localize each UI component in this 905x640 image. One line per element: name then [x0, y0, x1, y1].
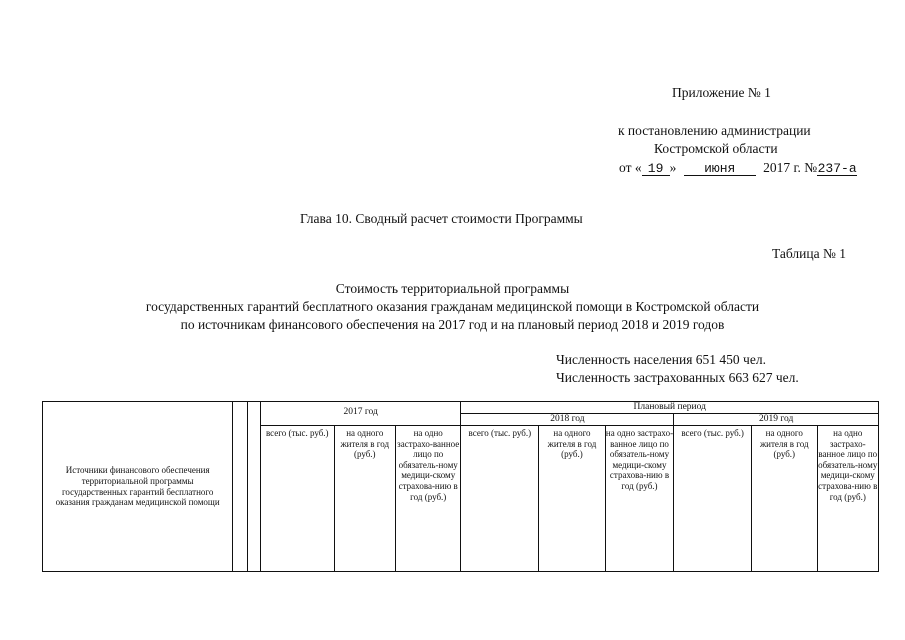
- planned-period: Плановый период: [633, 402, 706, 412]
- col-insured-2019: [817, 426, 879, 572]
- region-line: Костромской области: [654, 141, 778, 156]
- col-resident-text: на одного жителя в год (руб.): [547, 428, 597, 460]
- col-resident-text: на одного жителя в год (руб.): [340, 428, 390, 460]
- col-insured-2018: [605, 426, 674, 572]
- title-line-1: Стоимость территориальной программы: [335, 281, 570, 296]
- date-month: июня: [684, 162, 756, 176]
- col-total-text: всего (тыс. руб.): [265, 428, 329, 438]
- blank-col-1: [233, 402, 247, 572]
- col-total-text: всего (тыс. руб.): [681, 428, 744, 438]
- col-resident-2019: [752, 426, 817, 572]
- population-count: Численность населения 651 450 чел.: [556, 352, 766, 367]
- col-total-2017: [260, 426, 334, 572]
- insured-count: Численность застрахованных 663 627 чел.: [556, 370, 799, 385]
- year-2018: 2018 год: [550, 414, 585, 424]
- col-total-2018: [461, 426, 539, 572]
- col-insured-text: на одно застрахо-ванное лицо по обязатель-ному медици-скому страхова-нию в год (руб.): [397, 428, 460, 502]
- year-2019-cell: [674, 414, 879, 426]
- col-resident-2017: [334, 426, 395, 572]
- table-label: Таблица № 1: [772, 246, 846, 261]
- blank-col-2: [247, 402, 260, 572]
- title-line-3: по источникам финансового обеспечения на 2017 год и на плановый период 2018 и 2019 годов: [180, 317, 725, 332]
- appendix-title: Приложение № 1: [672, 85, 771, 100]
- year-2017: 2017 год: [343, 407, 378, 417]
- col-resident-text: на одного жителя в год (руб.): [759, 428, 809, 460]
- col-insured-2017: [395, 426, 461, 572]
- col-resident-2018: [539, 426, 606, 572]
- date-mid: »: [669, 160, 677, 175]
- date-day: 19: [642, 162, 670, 176]
- resolution-line: к постановлению администрации: [618, 123, 811, 138]
- col-insured-text: на одно застрахо-ванное лицо по обязатель-ному медици-скому страхова-нию в год (руб.): [605, 428, 674, 491]
- title-line-2: государственных гарантий бесплатного оказания гражданам медицинской помощи в Костромской области: [145, 299, 760, 314]
- doc-number: 237-а: [817, 161, 857, 176]
- year-2018-cell: [461, 414, 674, 426]
- col-total-2019: [674, 426, 752, 572]
- planned-cell: [461, 402, 879, 414]
- date-year: 2017 г. №: [763, 160, 818, 175]
- col-insured-text: на одно застрахо-ванное лицо по обязатель-ному медици-скому страхова-нию в год (руб.): [818, 428, 878, 502]
- date-prefix: от «: [619, 160, 642, 175]
- year-2017-cell: [260, 402, 461, 426]
- year-2019: 2019 год: [758, 414, 794, 424]
- cost-table: [42, 401, 879, 572]
- source-header-cell: [43, 402, 233, 572]
- date-line: [619, 160, 857, 176]
- source-header: Источники финансового обеспечения территориальной программы государственных гарантий бесплатного оказания гражданам медицинской помощи: [55, 465, 220, 508]
- col-total-text: всего (тыс. руб.): [468, 428, 532, 438]
- chapter-title: Глава 10. Сводный расчет стоимости Программы: [300, 211, 583, 226]
